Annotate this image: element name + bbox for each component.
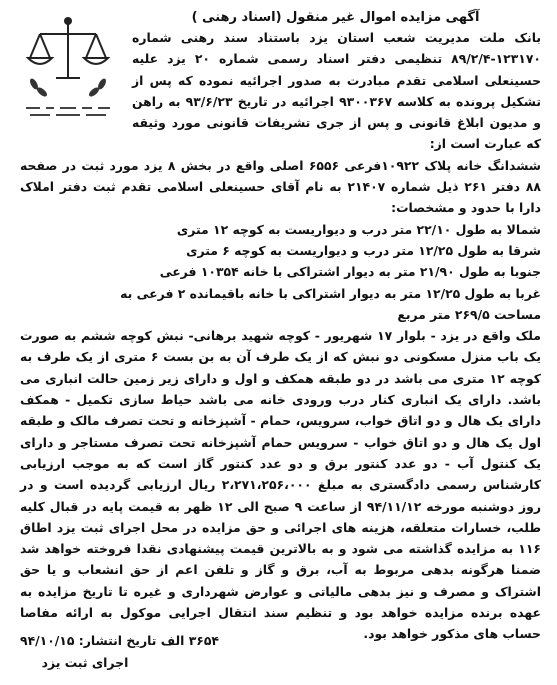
- area: مساحت ۲۶۹/۵ متر مربع: [397, 306, 541, 322]
- notice-intro: بانک ملت مدیریت شعب استان یزد باستناد سند رهنی شماره ۱۲۳۱۷۰-۸۹/۲/۴ تنظیمی دفتر اسناد رسمی شماره ۲۰ یزد علیه حسینعلی اسلامی تقدم مبادرت به صدور اجرائیه نموده که پس از تشکیل پرونده به کلاسه ۹۳۰۰۳۶۷ اجرائیه در تاریخ ۹۳/۶/۲۳ به راهن و مدیون ابلاغ قانونی و پس از جری تشریفات قانونی مورد وثیقه که عبارت است از:: [132, 30, 541, 152]
- bound-south: جنوبا به طول ۲۱/۹۰ متر به دیوار اشتراکی با خانه ۱۰۳۵۴ فرعی: [159, 264, 541, 280]
- bound-west: غربا به طول ۱۲/۲۵ متر به دیوار اشتراکی با خانه باقیمانده ۲ فرعی به: [120, 285, 541, 301]
- notice-footer: [20, 633, 541, 677]
- registration-organization-emblem: [16, 12, 120, 122]
- bound-east: شرقا به طول ۱۲/۲۵ متر درب و دیواریست به کوچه ۶ متری: [186, 242, 541, 258]
- property-details: ملک واقع در یزد - بلوار ۱۷ شهریور - کوچه شهید برهانی- نبش کوچه ششم به صورت یک باب منزل مسکونی دو نبش که از یک طرف آن به بن بست ۶ متری از یک طرف به کوچه ۱۲ متری می باشد در دو طبقه همکف و اول و دارای زیر زمین حالت انباری می باشد. دارای یک انباری کنار درب ورودی خانه می باشد حیاط سازی تکمیل - همکف دارای یک هال و دو اتاق خواب، سرویس، حمام - آشپزخانه و تحت تصرف مالک و طبقه اول یک هال و دو اتاق خواب - سرویس حمام آشپزخانه تحت تصرف مستاجر و دارای یک کنتول آب - دو عدد کنتور برق و دو عدد کنتور گاز است که به موجب ارزیابی کارشناس رسمی دادگستری به مبلغ ۲،۲۷۱،۲۵۶،۰۰۰ ریال ارزیابی گردیده است و در روز دوشنبه مورخه ۹۴/۱۱/۱۲ از ساعت ۹ صبح الی ۱۲ ظهر به قیمت پایه در قبال کلیه طلب، خسارات متعلقه، هزینه های اجرائی و حق مزایده در محل اجرای ثبت یزد اطاق ۱۱۶ به مزایده گذاشته می شود و به بالاترین قیمت پیشنهادی نقدا فروخته خواهد شد ضمنا هرگونه بدهی مربوط به آب، برق و گاز و تلفن اعم از حق انشعاب و یا حق اشتراک و مصرف و نیز بدهی مالیاتی و عوارض شهرداری و غیره تا تاریخ مزایده به عهده برنده مزایده خواهد بود و تنظیم سند انتقال اجرایی موکول به ارائه مفاصا حساب های مذکور خواهد بود.: [20, 328, 541, 642]
- auction-notice: [2, 2, 555, 683]
- bound-north: شمالا به طول ۲۲/۱۰ متر درب و دیواریست به کوچه ۱۲ متری: [176, 221, 541, 237]
- property-description: ششدانگ خانه پلاک ۱۰۹۲۲فرعی ۶۵۵۶ اصلی واقع در بخش ۸ یزد مورد ثبت در صفحه ۸۸ دفتر ۲۶۱ ذیل شماره ۲۱۴۰۷ به نام آقای حسینعلی اسلامی تقدم ثبت دفتر املاک دارا با حدود و مشخصات:: [20, 157, 541, 216]
- notice-title: آگهی مزایده اموال غیر منقول (اسناد رهنی ): [191, 10, 480, 25]
- publication-reference: ۳۶۵۴ الف تاریخ انتشار: ۹۴/۱۰/۱۵: [20, 633, 219, 648]
- property-bounds: [20, 219, 541, 325]
- issuer-signature: اجرای ثبت یزد: [41, 655, 129, 670]
